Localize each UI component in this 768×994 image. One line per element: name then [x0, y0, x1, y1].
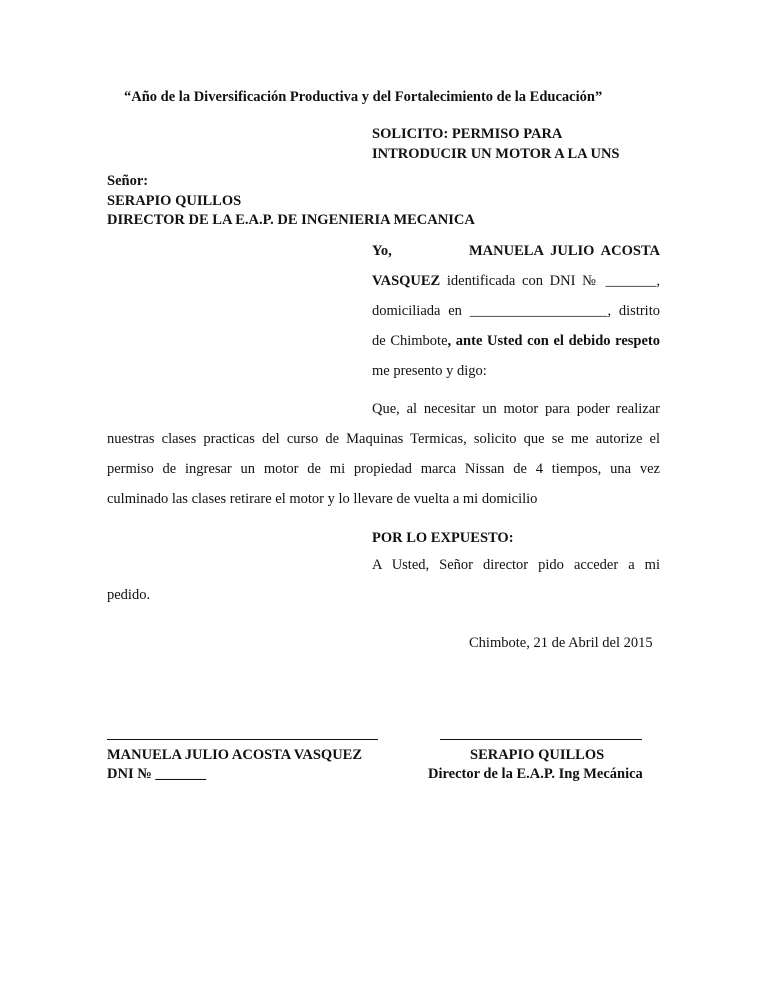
solicito-line-2: INTRODUCIR UN MOTOR A LA UNS — [372, 146, 620, 162]
expuesto-line-2: pedido. — [107, 587, 151, 603]
intro-line-4 — [372, 326, 660, 356]
intro-line-3: domiciliada en ___________________, distrito — [372, 303, 660, 319]
body-line-3: permiso de ingresar un motor de mi propiedad marca Nissan de 4 tiempos, una vez — [107, 461, 660, 477]
recipient-signature-name: SERAPIO QUILLOS — [470, 747, 605, 763]
body-line-1: Que, al necesitar un motor para poder realizar — [372, 401, 660, 417]
recipient-signature-role: Director de la E.A.P. Ing Mecánica — [428, 766, 643, 782]
solicito-heading — [372, 124, 619, 164]
intro-paragraph — [372, 236, 660, 386]
intro-line-2 — [372, 266, 660, 296]
signer-dni: DNI № _______ — [107, 766, 207, 782]
signature-line-right — [440, 739, 642, 740]
body-line-4: culminado las clases retirare el motor y lo llevare de vuelta a mi domicilio — [107, 491, 538, 507]
signature-line-left — [107, 739, 378, 740]
intro-dni: identificada con DNI № _______, — [446, 273, 660, 289]
addressee-name: SERAPIO QUILLOS — [107, 192, 242, 209]
expuesto-paragraph — [107, 550, 660, 610]
body-paragraph — [107, 394, 660, 514]
intro-name-part-1: MANUELA JULIO ACOSTA — [469, 243, 661, 259]
expuesto-line-1: A Usted, Señor director pido acceder a mi — [372, 557, 660, 573]
addressee-block — [107, 172, 475, 231]
intro-city: de Chimbote — [372, 333, 448, 349]
year-motto: “Año de la Diversificación Productiva y del Fortalecimiento de la Educación” — [124, 89, 603, 105]
solicito-line-1: SOLICITO: PERMISO PARA — [372, 126, 563, 142]
intro-line-5: me presento y digo: — [372, 363, 487, 379]
signer-name: MANUELA JULIO ACOSTA VASQUEZ — [107, 747, 363, 763]
intro-name-part-2: VASQUEZ — [372, 273, 441, 289]
intro-respect: , ante Usted con el debido respeto — [447, 333, 660, 349]
intro-line-1 — [372, 236, 660, 266]
addressee-title: DIRECTOR DE LA E.A.P. DE INGENIERIA MECANICA — [107, 212, 475, 228]
expuesto-title: POR LO EXPUESTO: — [372, 530, 514, 546]
intro-yo: Yo, — [372, 243, 392, 259]
addressee-greeting: Señor: — [107, 173, 149, 189]
date-line: Chimbote, 21 de Abril del 2015 — [469, 635, 653, 651]
body-line-2: nuestras clases practicas del curso de Maquinas Termicas, solicito que se me autorize el — [107, 431, 660, 447]
